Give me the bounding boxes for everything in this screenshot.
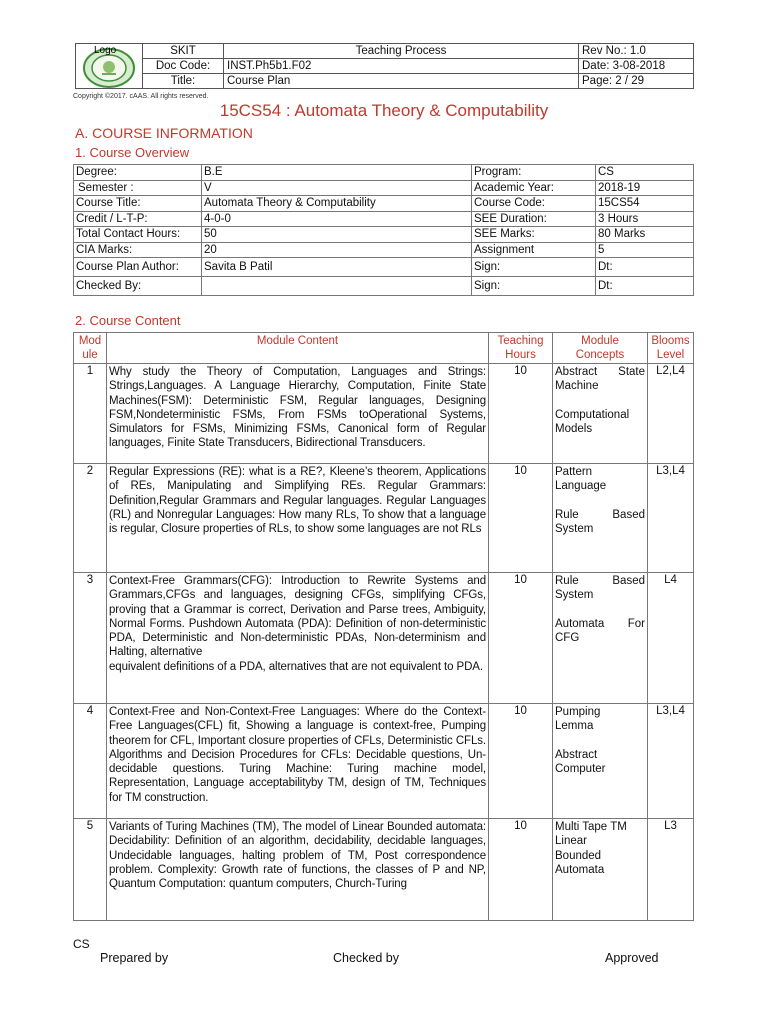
degree-label: Degree: bbox=[74, 165, 202, 181]
module-content: Variants of Turing Machines (TM), The model of Linear Bounded automata: Decidability: Definition of an algorithm, decidability, decidable languages, Undecidable languages, halting problem of TM, Post correspondence problem. Complexity: Growth rate of functions, the classes of P and NP, Quantum Computation: quantum computers, Church-Turing bbox=[107, 819, 489, 921]
see-marks-label: SEE Marks: bbox=[472, 227, 596, 243]
cia-marks-label: CIA Marks: bbox=[74, 242, 202, 258]
revision-number: Rev No.: 1.0 bbox=[579, 44, 694, 59]
table-row bbox=[74, 819, 694, 921]
logo-label: Logo bbox=[94, 45, 117, 56]
module-content: Regular Expressions (RE): what is a RE?, Kleene’s theorem, Applications of REs, Manipulating and Simplifying REs. Regular Grammars: Definition,Regular Grammars and Regular languages. Regular Languages (RL) and Nonregular Languages: How many RLs, To show that a language is regular, Closure properties of RLs, to show some languages are not RLs bbox=[107, 464, 489, 573]
author-sign-label: Sign: bbox=[472, 258, 596, 277]
course-code-value: 15CS54 bbox=[596, 196, 694, 212]
footer-department: CS bbox=[73, 937, 90, 951]
course-title-value: Automata Theory & Computability bbox=[202, 196, 472, 212]
semester-value: V bbox=[202, 180, 472, 196]
section-heading-course-information: A. COURSE INFORMATION bbox=[75, 125, 253, 141]
checker-date-label: Dt: bbox=[596, 277, 694, 296]
concepts-column-header: Module Concepts bbox=[553, 333, 648, 364]
doc-code: INST.Ph5b1.F02 bbox=[224, 59, 579, 74]
module-concepts: Abstract State Machine Computational Models bbox=[553, 364, 648, 464]
blooms-level: L3,L4 bbox=[648, 704, 694, 819]
teaching-hours: 10 bbox=[489, 364, 553, 464]
table-row bbox=[74, 258, 694, 277]
module-column-header: Mod ule bbox=[74, 333, 107, 364]
checked-by-label: Checked By: bbox=[74, 277, 202, 296]
teaching-hours: 10 bbox=[489, 573, 553, 704]
course-code-label: Course Code: bbox=[472, 196, 596, 212]
table-row bbox=[74, 180, 694, 196]
module-number: 4 bbox=[74, 704, 107, 819]
author-value: Savita B Patil bbox=[202, 258, 472, 277]
teaching-hours: 10 bbox=[489, 464, 553, 573]
document-header bbox=[75, 43, 694, 89]
program-value: CS bbox=[596, 165, 694, 181]
academic-year-value: 2018-19 bbox=[596, 180, 694, 196]
cia-marks-value: 20 bbox=[202, 242, 472, 258]
table-row bbox=[74, 227, 694, 243]
blooms-level: L2,L4 bbox=[648, 364, 694, 464]
module-content-part-1: Context-Free Grammars(CFG): Introduction to Rewrite Systems and Grammars,CFGs and languages, designing CFGs, simplifying CFGs, proving that a Grammar is correct, Derivation and Parse trees, Ambiguity, Normal Forms. Pushdown Automata (PDA): Definition of non-deterministic PDA, Deterministic and Non-deterministic PDAs, Non-determinism and Halting, alternative bbox=[109, 575, 486, 659]
program-label: Program: bbox=[472, 165, 596, 181]
footer-prepared-by: Prepared by bbox=[100, 951, 169, 965]
see-duration-value: 3 Hours bbox=[596, 211, 694, 227]
semester-label: Semester : bbox=[74, 180, 202, 196]
document-type: Course Plan bbox=[224, 74, 579, 89]
module-number: 1 bbox=[74, 364, 107, 464]
table-row bbox=[74, 277, 694, 296]
table-row bbox=[74, 573, 694, 704]
page-number: Page: 2 / 29 bbox=[579, 74, 694, 89]
academic-year-label: Academic Year: bbox=[472, 180, 596, 196]
module-number: 2 bbox=[74, 464, 107, 573]
content-column-header: Module Content bbox=[107, 333, 489, 364]
blooms-level: L3 bbox=[648, 819, 694, 921]
doc-code-label: Doc Code: bbox=[143, 59, 224, 74]
module-number: 5 bbox=[74, 819, 107, 921]
credit-label: Credit / L-T-P: bbox=[74, 211, 202, 227]
process-name: Teaching Process bbox=[224, 44, 579, 59]
assignment-label: Assignment bbox=[472, 242, 596, 258]
footer-approved: Approved bbox=[605, 951, 659, 965]
table-row bbox=[74, 464, 694, 573]
degree-value: B.E bbox=[202, 165, 472, 181]
module-concepts: Rule Based System Automata For CFG bbox=[553, 573, 648, 704]
logo-cell bbox=[76, 44, 143, 89]
copyright-notice: Copyright ©2017. cAAS. All rights reserved. bbox=[73, 93, 209, 100]
module-content bbox=[107, 573, 489, 704]
table-header-row bbox=[74, 333, 694, 364]
module-concepts: Multi Tape TM Linear Bounded Automata bbox=[553, 819, 648, 921]
table-row bbox=[74, 165, 694, 181]
module-content: Context-Free and Non-Context-Free Languages: Where do the Context-Free Languages(CFL) fit, Showing a language is context-free, Pumping theorem for CFL, Important closure properties of CFLs, Deterministic CFLs. Algorithms and Decision Procedures for CFLs: Decidable questions, Un-decidable questions. Turing Machine: Turing machine model, Representation, Language acceptabilityby TM, design of TM, Techniques for TM construction. bbox=[107, 704, 489, 819]
course-content-table bbox=[73, 332, 694, 921]
table-row bbox=[74, 364, 694, 464]
module-concepts: Pattern Language Rule Based System bbox=[553, 464, 648, 573]
contact-hours-label: Total Contact Hours: bbox=[74, 227, 202, 243]
author-date-label: Dt: bbox=[596, 258, 694, 277]
section-heading-course-content: 2. Course Content bbox=[75, 313, 181, 328]
table-row bbox=[74, 196, 694, 212]
checked-by-value bbox=[202, 277, 472, 296]
title-label: Title: bbox=[143, 74, 224, 89]
module-concepts: Pumping Lemma Abstract Computer bbox=[553, 704, 648, 819]
see-duration-label: SEE Duration: bbox=[472, 211, 596, 227]
module-number: 3 bbox=[74, 573, 107, 704]
author-label: Course Plan Author: bbox=[74, 258, 202, 277]
contact-hours-value: 50 bbox=[202, 227, 472, 243]
blooms-level: L3,L4 bbox=[648, 464, 694, 573]
table-row bbox=[74, 704, 694, 819]
see-marks-value: 80 Marks bbox=[596, 227, 694, 243]
course-overview-table bbox=[73, 164, 694, 296]
blooms-column-header: Blooms Level bbox=[648, 333, 694, 364]
checker-sign-label: Sign: bbox=[472, 277, 596, 296]
credit-value: 4-0-0 bbox=[202, 211, 472, 227]
blooms-level: L4 bbox=[648, 573, 694, 704]
teaching-hours: 10 bbox=[489, 819, 553, 921]
section-heading-course-overview: 1. Course Overview bbox=[75, 145, 190, 160]
hours-column-header: Teaching Hours bbox=[489, 333, 553, 364]
table-row bbox=[74, 211, 694, 227]
page-title: 15CS54 : Automata Theory & Computability bbox=[219, 101, 549, 120]
institute-name: SKIT bbox=[143, 44, 224, 59]
teaching-hours: 10 bbox=[489, 704, 553, 819]
module-content: Why study the Theory of Computation, Languages and Strings: Strings,Languages. A Language Hierarchy, Computation, Finite State Machines(FSM): Deterministic FSM, Regular languages, Designing FSM,Nondeterministic FSMs, From FSMs toOperational Systems, Simulators for FSMs, Minimizing FSMs, Canonical form of Regular languages, Finite State Transducers, Bidirectional Transducers. bbox=[107, 364, 489, 464]
course-title-label: Course Title: bbox=[74, 196, 202, 212]
document-date: Date: 3-08-2018 bbox=[579, 59, 694, 74]
footer-checked-by: Checked by bbox=[333, 951, 400, 965]
table-row bbox=[74, 242, 694, 258]
module-content-part-2: equivalent definitions of a PDA, alternatives that are not equivalent to PDA. bbox=[109, 660, 483, 673]
assignment-value: 5 bbox=[596, 242, 694, 258]
